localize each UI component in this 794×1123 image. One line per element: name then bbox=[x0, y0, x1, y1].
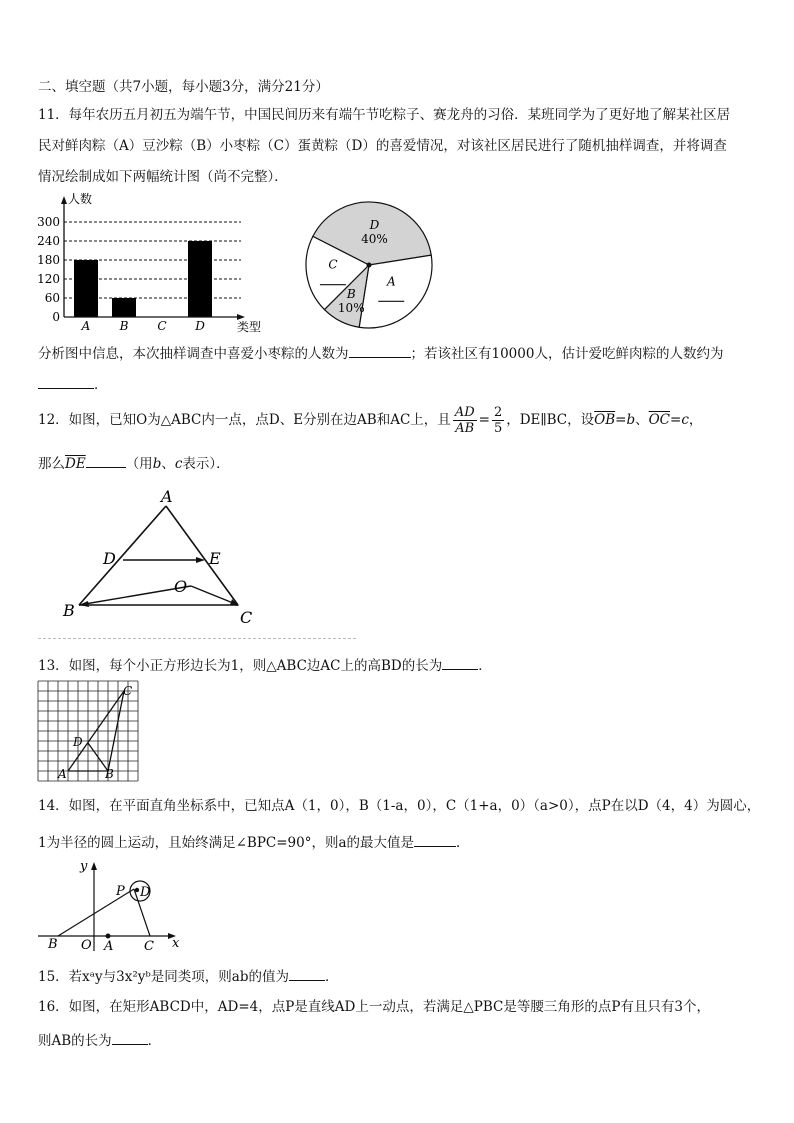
q11-line1: 11．每年农历五月初五为端午节，中国民间历来有端午节吃粽子、赛龙舟的习俗．某班同学为了更好地了解某社区居 bbox=[38, 107, 731, 123]
q12-eqsign2: = bbox=[670, 412, 682, 428]
q12-frac-num: AD bbox=[454, 405, 475, 420]
q12-eq: = bbox=[478, 412, 490, 428]
y-axis-arrow bbox=[91, 862, 97, 870]
grid-label-a: A bbox=[58, 767, 67, 781]
q13-text: 13．如图，每个小正方形边长为1，则△ABC边AC上的高BD的长为 bbox=[38, 658, 443, 674]
q12-vec-de: $\overline{DE}$ bbox=[65, 456, 86, 472]
grid-figure bbox=[38, 681, 138, 781]
q12-text1: 12．如图，已知O为△ABC内一点，点D、E分别在边AB和AC上，且 bbox=[38, 412, 451, 428]
q14-line1: 14．如图，在平面直角坐标系中，已知点A（1，0），B（1-a，0），C（1+a，0）（a>0），点P在以D（4，4）为圆心， bbox=[38, 798, 761, 814]
grid-label-b: B bbox=[105, 767, 114, 781]
coord-label-b: B bbox=[48, 937, 58, 952]
q11-question-end bbox=[38, 374, 108, 394]
coord-label-d: D bbox=[140, 885, 151, 900]
y-tick-60: 60 bbox=[44, 291, 60, 305]
q12-frac2-den: 5 bbox=[493, 421, 503, 436]
pie-label-D: D bbox=[369, 217, 380, 232]
q12-text4: （用 bbox=[125, 456, 153, 472]
pie-label-C: C bbox=[328, 257, 338, 272]
q12-vec-oc: $\overline{OC}$ bbox=[648, 412, 671, 428]
coord-label-y: y bbox=[80, 859, 88, 874]
label-a: A bbox=[161, 487, 173, 506]
y-tick-0: 0 bbox=[52, 310, 60, 324]
q11-blank1[interactable] bbox=[349, 343, 411, 358]
bar-B bbox=[112, 298, 136, 317]
grid-label-d: D bbox=[73, 735, 83, 749]
label-c: C bbox=[240, 608, 253, 627]
x-axis-label: 类型 bbox=[237, 320, 262, 334]
q16-line2 bbox=[38, 1030, 161, 1050]
figure-divider bbox=[38, 638, 356, 639]
q14-blank[interactable] bbox=[414, 832, 456, 847]
grid-label-c: C bbox=[123, 684, 133, 698]
q15-blank[interactable] bbox=[289, 966, 325, 981]
pie-chart bbox=[303, 202, 443, 332]
q16-text: 则AB的长为 bbox=[38, 1033, 112, 1049]
pie-label-A: A bbox=[386, 274, 396, 289]
q12-vec-c2: c bbox=[174, 456, 183, 472]
q13-end: ． bbox=[478, 658, 492, 674]
q12-frac-den: AB bbox=[455, 421, 475, 436]
coord-label-p: P bbox=[116, 884, 125, 899]
y-tick-300: 300 bbox=[37, 215, 60, 229]
q15-line bbox=[38, 966, 338, 986]
y-axis-arrow bbox=[61, 196, 67, 204]
x-tick-D: D bbox=[195, 319, 205, 333]
coordinate-figure bbox=[38, 856, 188, 956]
y-axis-label: 人数 bbox=[68, 192, 93, 206]
y-tick-240: 240 bbox=[37, 234, 60, 248]
q16-line1: 16．如图，在矩形ABCD中，AD=4，点P是直线AD上一动点，若满足△PBC是等腰三角形的点P有且只有3个， bbox=[38, 999, 711, 1015]
q11-q-part1: 分析图中信息，本次抽样调查中喜爱小枣粽的人数为 bbox=[38, 346, 349, 362]
y-tick-180: 180 bbox=[37, 253, 60, 267]
q15-end: ． bbox=[324, 969, 339, 985]
label-d: D bbox=[103, 549, 116, 568]
triangle-figure bbox=[55, 487, 285, 627]
q12-vec-b2: b bbox=[152, 456, 162, 472]
q12-text5: 表示）． bbox=[182, 456, 230, 472]
q12-frac2-num: 2 bbox=[493, 405, 503, 420]
x-tick-A: A bbox=[81, 319, 91, 333]
coord-label-c: C bbox=[144, 939, 154, 954]
q13-line bbox=[38, 655, 492, 675]
x-tick-B: B bbox=[119, 319, 129, 333]
q12-blank[interactable] bbox=[86, 453, 126, 468]
coord-label-o: O bbox=[81, 938, 92, 953]
q13-blank[interactable] bbox=[442, 655, 478, 670]
pie-percent-D: 40% bbox=[361, 231, 388, 246]
q16-blank[interactable] bbox=[112, 1030, 148, 1045]
q12-fraction-2-5 bbox=[492, 405, 504, 436]
q12-vec-c: c bbox=[681, 412, 689, 428]
q11-line2: 民对鲜肉粽（A）豆沙粽（B）小枣粽（C）蛋黄粽（D）的喜爱情况，对该社区居民进行了随机抽样调查，并将调查 bbox=[38, 138, 727, 154]
q12-sep: 、 bbox=[635, 412, 649, 428]
pie-percent-B: 10% bbox=[337, 300, 365, 315]
edge-ab bbox=[79, 506, 166, 605]
section-title: 二、填空题（共7小题，每小题3分，满分21分） bbox=[38, 79, 329, 95]
q11-line3: 情况绘制成如下两幅统计图（尚不完整）． bbox=[38, 169, 288, 185]
pie-center bbox=[367, 263, 372, 268]
y-tick-120: 120 bbox=[37, 272, 60, 286]
q11-q-end: ． bbox=[94, 377, 108, 393]
q12-eqsign1: = bbox=[615, 412, 627, 428]
label-o: O bbox=[174, 577, 188, 596]
q12-vec-b: b bbox=[626, 412, 636, 428]
point-a bbox=[106, 934, 111, 939]
q12-line2 bbox=[38, 453, 230, 473]
coord-label-x: x bbox=[172, 936, 180, 951]
q12-line1 bbox=[38, 402, 702, 438]
q14-text: 1为半径的圆上运动，且始终满足∠BPC=90°，则a的最大值是 bbox=[38, 835, 415, 851]
label-b: B bbox=[63, 601, 75, 620]
point-d bbox=[135, 888, 139, 892]
q12-comma: ， bbox=[688, 412, 703, 428]
q12-sep2: 、 bbox=[161, 456, 175, 472]
q15-text: 15．若xᵃy与3x²yᵇ是同类项，则ab的值为 bbox=[38, 969, 289, 985]
q12-text3: 那么 bbox=[38, 456, 65, 472]
bar-D bbox=[188, 241, 212, 317]
q12-text2: ，DE∥BC，设 bbox=[506, 412, 595, 428]
q14-end: ． bbox=[456, 835, 470, 851]
q11-question bbox=[38, 343, 723, 363]
pie-label-B: B bbox=[346, 286, 356, 301]
q11-q-part2: ；若该社区有10000人，估计爱吃鲜肉粽的人数约为 bbox=[410, 346, 724, 362]
label-e: E bbox=[209, 549, 221, 568]
q16-end: ． bbox=[147, 1033, 162, 1049]
q11-blank2[interactable] bbox=[38, 374, 94, 389]
q14-line2 bbox=[38, 832, 470, 852]
x-tick-C: C bbox=[157, 319, 167, 333]
bar-A bbox=[74, 260, 98, 317]
q12-fraction-ad-ab bbox=[453, 405, 477, 436]
q12-vec-ob: $\overline{OB}$ bbox=[594, 412, 616, 428]
coord-label-a: A bbox=[104, 939, 114, 954]
bar-chart bbox=[36, 192, 286, 332]
